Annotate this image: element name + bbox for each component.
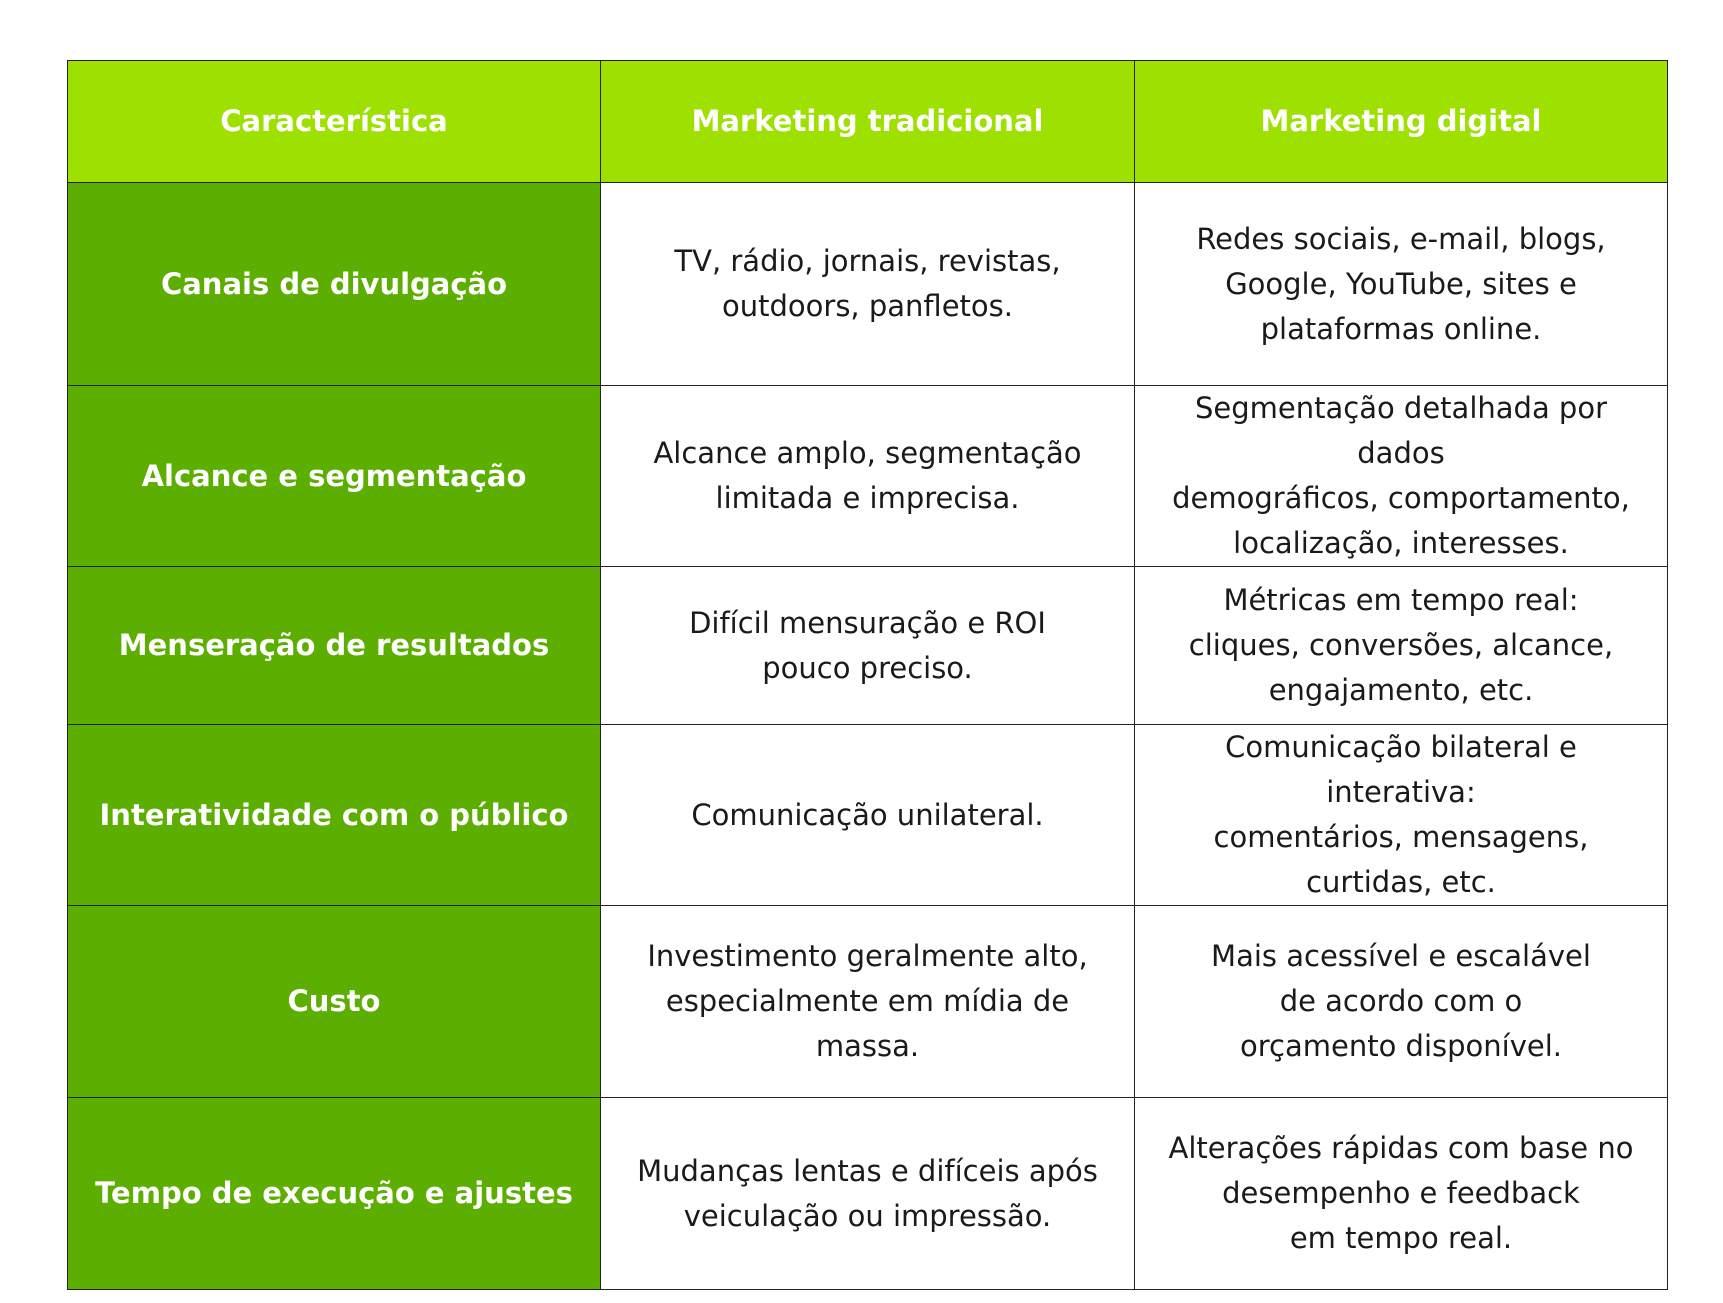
cell-line: Segmentação detalhada por dados: [1194, 391, 1608, 470]
header-digital-marketing: Marketing digital: [1135, 61, 1668, 183]
cell-line: Alterações rápidas com base no: [1168, 1131, 1634, 1165]
cell-line: localização, interesses.: [1233, 526, 1569, 560]
cell-line: Métricas em tempo real:: [1223, 583, 1579, 617]
digital-cell: [1135, 725, 1668, 906]
row-label: Canais de divulgação: [68, 183, 601, 386]
cell-line: desempenho e feedback: [1222, 1176, 1580, 1210]
cell-line: Redes sociais, e-mail, blogs,: [1196, 221, 1606, 256]
digital-cell: [1135, 386, 1668, 567]
cell-line: cliques, conversões, alcance,: [1188, 628, 1614, 662]
traditional-cell: [601, 183, 1135, 386]
cell-line: veiculação ou impressão.: [683, 1198, 1052, 1233]
cell-line: limitada e imprecisa.: [715, 481, 1020, 515]
cell-line: demográficos, comportamento,: [1172, 481, 1630, 515]
traditional-cell: [601, 567, 1135, 725]
cell-line: Comunicação unilateral.: [691, 797, 1044, 832]
cell-line: Alcance amplo, segmentação: [653, 436, 1082, 470]
cell-line: orçamento disponível.: [1240, 1029, 1562, 1063]
cell-line: TV, rádio, jornais, revistas,: [674, 244, 1061, 278]
table-row: [68, 1098, 1668, 1290]
row-label: Custo: [68, 906, 601, 1098]
cell-line: especialmente em mídia de massa.: [665, 984, 1070, 1063]
digital-cell: [1135, 567, 1668, 725]
digital-cell: [1135, 183, 1668, 386]
cell-line: Investimento geralmente alto,: [647, 939, 1088, 973]
table-row: [68, 386, 1668, 567]
table-row: [68, 906, 1668, 1098]
cell-line: Mais acessível e escalável: [1211, 939, 1591, 973]
cell-line: de acordo com o: [1279, 984, 1523, 1018]
traditional-cell: [601, 906, 1135, 1098]
table-row: [68, 725, 1668, 906]
cell-line: curtidas, etc.: [1306, 865, 1496, 899]
table-row: [68, 183, 1668, 386]
cell-line: engajamento, etc.: [1268, 673, 1534, 707]
cell-line: plataformas online.: [1260, 311, 1542, 346]
row-label: Alcance e segmentação: [68, 386, 601, 567]
cell-line: pouco preciso.: [762, 650, 973, 685]
cell-line: comentários, mensagens,: [1213, 820, 1589, 854]
header-traditional-marketing: Marketing tradicional: [601, 61, 1135, 183]
traditional-cell: [601, 1098, 1135, 1290]
row-label: Interatividade com o público: [68, 725, 601, 906]
cell-line: Comunicação bilateral e interativa:: [1225, 730, 1577, 809]
cell-line: em tempo real.: [1289, 1221, 1513, 1255]
traditional-cell: [601, 725, 1135, 906]
cell-line: Mudanças lentas e difíceis após: [637, 1153, 1098, 1188]
row-label: Tempo de execução e ajustes: [68, 1098, 601, 1290]
traditional-cell: [601, 386, 1135, 567]
digital-cell: [1135, 1098, 1668, 1290]
cell-line: Google, YouTube, sites e: [1225, 266, 1577, 301]
digital-cell: [1135, 906, 1668, 1098]
table-row: [68, 567, 1668, 725]
cell-line: outdoors, panfletos.: [722, 289, 1013, 323]
row-label: Menseração de resultados: [68, 567, 601, 725]
header-row: [68, 61, 1668, 183]
cell-line: Difícil mensuração e ROI: [689, 605, 1046, 640]
comparison-table: [67, 60, 1668, 1290]
header-characteristic: Característica: [68, 61, 601, 183]
